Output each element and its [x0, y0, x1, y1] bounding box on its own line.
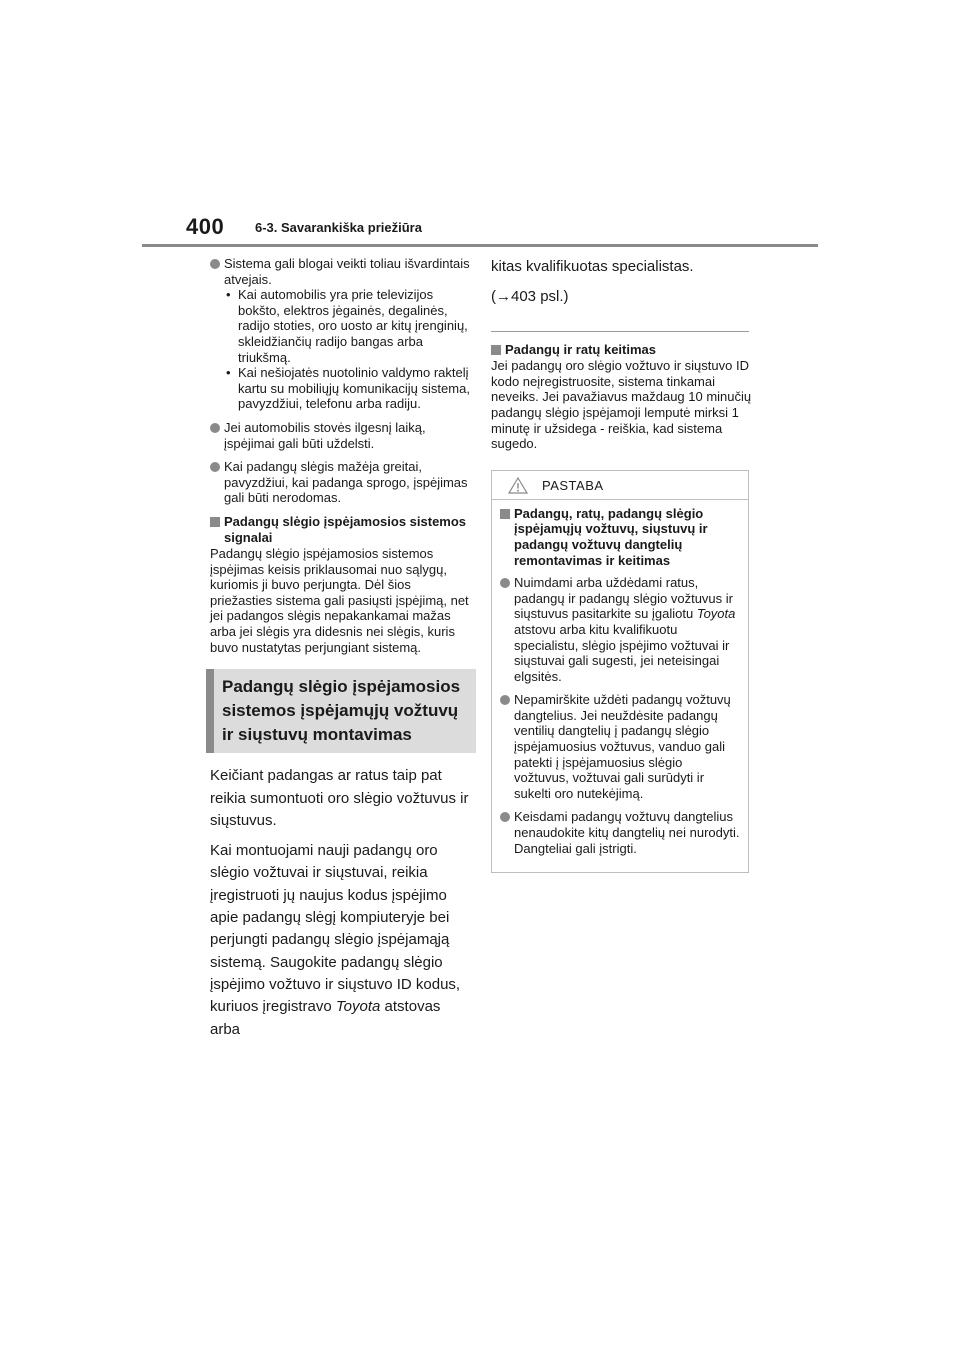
page-reference: (→403 psl.) — [491, 288, 569, 306]
bullet-item: Jei automobilis stovės ilgesnį laiką, įspėjimai gali būti uždelsti. — [210, 420, 472, 451]
notice-bullet: Nepamirškite uždėti padangų vožtuvų dangtelius. Jei neuždėsite padangų ventilių dangtelių į padangų slėgio įspėjamuosius vožtuvus, vanduo gali patekti į įspėjamuosius slėgio vožtuvus, vožtuvai gali surūdyti ir sukelti oro nutekėjimą. — [500, 692, 740, 801]
bullet-item: Kai padangų slėgis mažėja greitai, pavyzdžiui, kai padanga sprogo, įspėjimas gali būti nerodomas. — [210, 459, 472, 506]
page-number: 400 — [186, 214, 225, 239]
warning-icon — [508, 477, 528, 494]
change-heading: Padangų ir ratų keitimas — [491, 342, 753, 358]
notice-bullet — [500, 575, 740, 684]
sub-item: • Kai nešiojatės nuotolinio valdymo raktelį kartu su mobiliųjų komunikacijų sistema, pavyzdžiui, telefonu arba radiju. — [224, 365, 472, 412]
brand-name: Toyota — [696, 606, 736, 622]
paragraph-continuation: kitas kvalifikuotas specialistas. — [491, 258, 694, 275]
notice-title: PASTABA — [542, 477, 604, 493]
notice-body — [492, 500, 748, 856]
notice-bullet: Keisdami padangų vožtuvų dangtelius nenaudokite kitų dangtelių nei nurodyti. Dangteliai gali įstrigti. — [500, 809, 740, 856]
header-divider — [142, 244, 818, 247]
bullet-item — [210, 256, 472, 412]
notice-box — [491, 470, 749, 873]
notice-text: Nuimdami arba uždėdami ratus, padangų ir padangų slėgio vožtuvus ir siųstuvus pasitarkite su įgaliotu — [514, 575, 733, 622]
left-column — [210, 256, 472, 1049]
sub-item: • Kai automobilis yra prie televizijos bokšto, elektros jėgainės, degalinės, radijo stoties, oro uosto ar kitų įrenginių, skleidžiančių radijo bangas arba triukšmą. — [224, 287, 472, 365]
notice-header — [492, 471, 748, 500]
paragraph-text: Kai montuojami nauji padangų oro slėgio vožtuvai ir siųstuvai, reikia įregistruoti jų naujus kodus įspėjimo apie padangų slėgį kompiuteryje bei perjungti padangų slėgio įspėjamąją sistemą. Saugokite padangų slėgio įspėjimo vožtuvo ir siųstuvo ID kodus, kuriuos įregistravo — [210, 842, 461, 1016]
section-heading-box: Padangų slėgio įspėjamosios sistemos įspėjamųjų vožtuvų ir siųstuvų montavimas — [206, 669, 476, 753]
notice-heading: Padangų, ratų, padangų slėgio įspėjamųjų vožtuvų, siųstuvų ir padangų vožtuvų dangtelių remontavimas ir keitimas — [500, 506, 740, 568]
paragraph-text: atstovas arba — [210, 998, 441, 1038]
section-divider — [491, 331, 749, 332]
signals-text: Padangų slėgio įspėjamosios sistemos įspėjimas keisis priklausomai nuo sąlygų, kuriomis ji buvo perjungta. Dėl šios priežasties sistema gali pasiųsti įspėjimą, net jei padangos slėgis nepakankamai mažas arba jei slėgis yra didesnis nei slėgis, kuris buvo nustatytas perjungiant sistemą. — [210, 546, 469, 655]
sub-list — [224, 287, 472, 412]
notice-text: atstovu arba kitu kvalifikuotu specialistu, slėgio įspėjimo vožtuvai ir siųstuvai gali sugesti, jei neteisingai elgsitės. — [514, 621, 730, 684]
right-column — [491, 256, 753, 873]
change-text: Jei padangų oro slėgio vožtuvo ir siųstuvo ID kodo neįregistruosite, sistema tinkamai neveiks. Jei pavažiavus maždaug 10 minučių padangų slėgio įspėjamoji lemputė mirksi 1 minutę ir užsidega - reiškia, kad sistema sugedo. — [491, 358, 752, 452]
bullet-text: Sistema gali blogai veikti toliau išvardintais atvejais. — [224, 256, 470, 287]
paragraph — [210, 840, 472, 1041]
paragraph: Keičiant padangas ar ratus taip pat reikia sumontuoti oro slėgio vožtuvus ir siųstuvus. — [210, 767, 469, 829]
section-title: 6-3. Savarankiška priežiūra — [255, 220, 422, 235]
signals-heading: Padangų slėgio įspėjamosios sistemos signalai — [210, 514, 472, 545]
brand-name: Toyota — [335, 998, 381, 1016]
